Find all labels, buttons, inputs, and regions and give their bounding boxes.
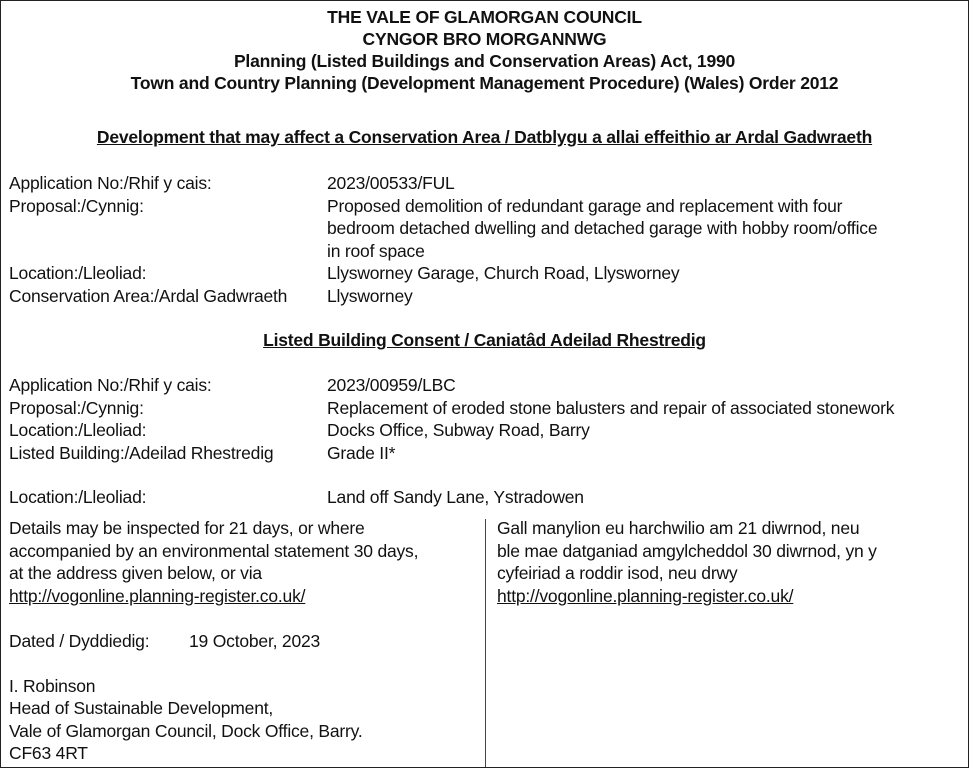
- signatory-organisation: Vale of Glamorgan Council, Dock Office, Barry.: [9, 720, 363, 741]
- english-register-link[interactable]: http://vogonline.planning-register.co.uk/: [9, 585, 306, 606]
- s2-application-label: Application No:/Rhif y cais:: [9, 375, 212, 395]
- welsh-column: [497, 517, 962, 607]
- welsh-details-line: cyfeiriad a roddir isod, neu drwy: [497, 563, 738, 583]
- s2-listed-value: Grade II*: [327, 442, 396, 463]
- listed-building-heading: Listed Building Consent / Caniatâd Adeilad Rhestredig: [263, 330, 706, 350]
- s1-application-label: Application No:/Rhif y cais:: [9, 173, 212, 193]
- column-divider: [485, 519, 486, 767]
- s1-conservation-label: Conservation Area:/Ardal Gadwraeth: [9, 285, 288, 306]
- s2-location-value: Docks Office, Subway Road, Barry: [327, 420, 590, 440]
- council-name-welsh: CYNGOR BRO MORGANNWG: [362, 29, 607, 49]
- act-title: Planning (Listed Buildings and Conservation Areas) Act, 1990: [233, 51, 736, 71]
- s2-proposal-label: Proposal:/Cynnig:: [9, 397, 144, 418]
- s1-proposal-label: Proposal:/Cynnig:: [9, 195, 144, 216]
- welsh-details-line: Gall manylion eu harchwilio am 21 diwrnod, neu: [497, 518, 860, 538]
- welsh-register-link[interactable]: http://vogonline.planning-register.co.uk/: [497, 585, 794, 606]
- welsh-details-line: ble mae datganiad amgylcheddol 30 diwrnod, yn y: [497, 540, 877, 561]
- s1-proposal-line: Proposed demolition of redundant garage and replacement with four: [327, 195, 843, 216]
- english-column: [9, 517, 479, 765]
- signatory-name: I. Robinson: [9, 675, 96, 696]
- s1-location-value: Llysworney Garage, Church Road, Llysworney: [327, 263, 680, 283]
- dated-line: [9, 630, 479, 653]
- notice-header: [1, 6, 968, 94]
- s1-proposal-line: in roof space: [327, 240, 425, 261]
- conservation-area-heading: Development that may affect a Conservation Area / Datblygu a allai effeithio ar Ardal Gadwraeth: [96, 127, 873, 147]
- order-title: Town and Country Planning (Development Management Procedure) (Wales) Order 2012: [130, 73, 839, 93]
- dated-label: Dated / Dyddiedig:: [9, 630, 150, 651]
- s2-location2-label: Location:/Lleoliad:: [9, 487, 147, 507]
- english-details-line: at the address given below, or via: [9, 563, 262, 583]
- english-details-line: accompanied by an environmental statement 30 days,: [9, 540, 419, 561]
- s2-location-label: Location:/Lleoliad:: [9, 420, 147, 440]
- english-details-line: Details may be inspected for 21 days, or where: [9, 518, 365, 538]
- signatory-postcode: CF63 4RT: [9, 743, 88, 763]
- council-name: THE VALE OF GLAMORGAN COUNCIL: [327, 7, 642, 27]
- s2-location2-value: Land off Sandy Lane, Ystradowen: [327, 487, 584, 507]
- s2-application-value: 2023/00959/LBC: [327, 375, 456, 395]
- dated-value: 19 October, 2023: [189, 630, 321, 651]
- s1-proposal-line: bedroom detached dwelling and detached garage with hobby room/office: [327, 218, 878, 238]
- s1-proposal-value: [327, 195, 960, 263]
- s1-application-value: 2023/00533/FUL: [327, 173, 455, 193]
- s2-proposal-value: Replacement of eroded stone balusters and repair of associated stonework: [327, 397, 895, 418]
- s1-conservation-value: Llysworney: [327, 285, 413, 306]
- signatory-title: Head of Sustainable Development,: [9, 698, 274, 718]
- s2-listed-label: Listed Building:/Adeilad Rhestredig: [9, 442, 274, 463]
- s1-location-label: Location:/Lleoliad:: [9, 263, 147, 283]
